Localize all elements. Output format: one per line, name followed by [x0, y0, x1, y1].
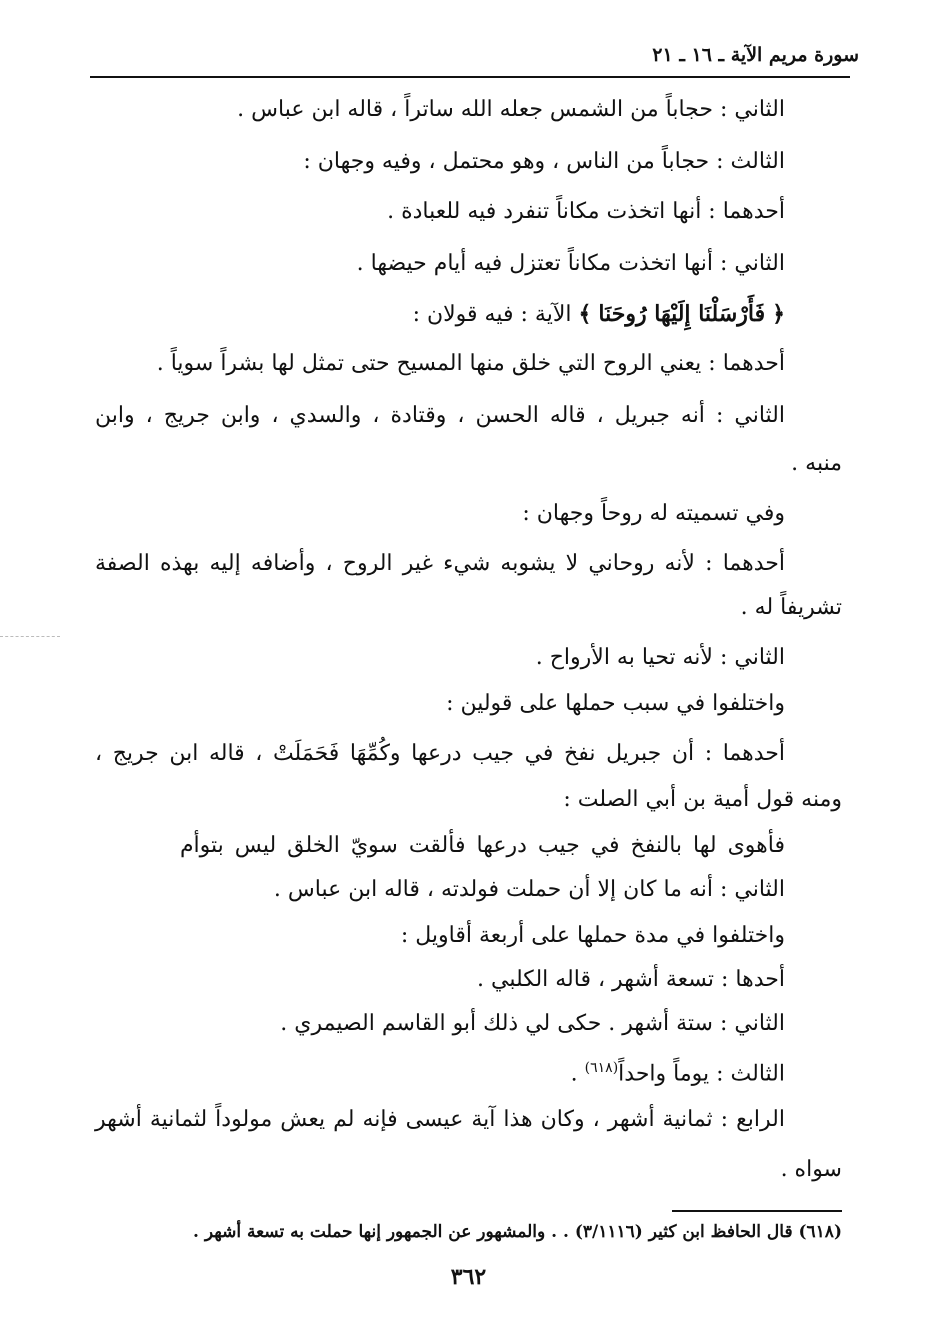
verse-hemistich-2: فألقت سويّ الخلق ليس بتوأم: [179, 833, 466, 858]
text-line-6: أحدهما : يعني الروح التي خلق منها المسيح حتى تمثل لها بشراً سوياً .: [156, 351, 785, 376]
text-line-22: الرابع : ثمانية أشهر ، وكان هذا آية عيسى فإنه لم يعش مولوداً لثمانية أشهر: [95, 1107, 785, 1132]
footnote-reference: (٦١٨): [584, 1060, 619, 1076]
verse-hemistich-1: فأهوى لها بالنفخ في جيب درعها: [476, 833, 785, 858]
footnote-rule: [672, 1210, 842, 1212]
header-rule: [90, 76, 850, 78]
text-line-20: الثاني : ستة أشهر . حكى لي ذلك أبو القاسم الصيمري .: [280, 1011, 785, 1036]
text-line-10: أحدهما : لأنه روحاني لا يشوبه شيء غير الروح ، وأضافه إليه بهذه الصفة: [95, 551, 785, 576]
running-header: سورة مريم الآية ـ ١٦ ـ ٢١: [652, 44, 859, 66]
text-line-21-body: الثالث : يوماً واحداً: [618, 1061, 785, 1087]
ornate-bracket-close: ﴾: [578, 301, 592, 327]
text-line-13: واختلفوا في سبب حملها على قولين :: [446, 691, 785, 716]
quran-verse-comment: الآية : فيه قولان :: [412, 302, 572, 327]
text-line-15: ومنه قول أمية بن أبي الصلت :: [563, 787, 842, 812]
text-line-11: تشريفاً له .: [740, 595, 842, 620]
page-number: ٣٦٢: [450, 1264, 487, 1290]
text-line-4: الثاني : أنها اتخذت مكاناً تعتزل فيه أيام حيضها .: [356, 251, 785, 276]
text-line-8: منبه .: [791, 451, 842, 476]
text-line-14: أحدهما : أن جبريل نفخ في جيب درعها وكُمِّهَا فَحَمَلَتْ ، قاله ابن جريج ،: [95, 741, 785, 766]
poetry-verse: [180, 830, 785, 862]
text-line-7: الثاني : أنه جبريل ، قاله الحسن ، وقتادة ، والسدي ، وابن جريج ، وابن: [95, 403, 785, 428]
text-line-19: أحدها : تسعة أشهر ، قاله الكلبي .: [477, 967, 785, 992]
ornate-bracket-open: ﴿: [772, 301, 785, 327]
text-line-1: الثاني : حجاباً من الشمس جعله الله ساتراً ، قاله ابن عباس .: [237, 97, 785, 122]
quran-verse: فَأَرْسَلْنَا إِلَيْهَا رُوحَنَا: [598, 301, 766, 327]
text-line-9: وفي تسميته له روحاً وجهان :: [522, 501, 785, 526]
text-line-23: سواه .: [780, 1157, 842, 1182]
text-line-17: الثاني : أنه ما كان إلا أن حملت فولدته ، قاله ابن عباس .: [273, 877, 785, 902]
text-line-3: أحدهما : أنها اتخذت مكاناً تنفرد فيه للعبادة .: [387, 199, 785, 224]
text-line-12: الثاني : لأنه تحيا به الأرواح .: [535, 645, 785, 670]
text-line-21: الثالث : يوماً واحداً$^{(٦١٨)}$ .: [570, 1060, 785, 1087]
scan-artifact: [0, 636, 60, 637]
quran-verse-line: [95, 298, 785, 331]
footnote: (٦١٨) قال الحافظ ابن كثير (٣/١١١٦) . . والمشهور عن الجمهور إنها حملت به تسعة أشهر .: [193, 1222, 842, 1242]
text-line-2: الثالث : حجاباً من الناس ، وهو محتمل ، وفيه وجهان :: [303, 149, 785, 174]
text-line-18: واختلفوا في مدة حملها على أربعة أقاويل :: [400, 923, 785, 948]
